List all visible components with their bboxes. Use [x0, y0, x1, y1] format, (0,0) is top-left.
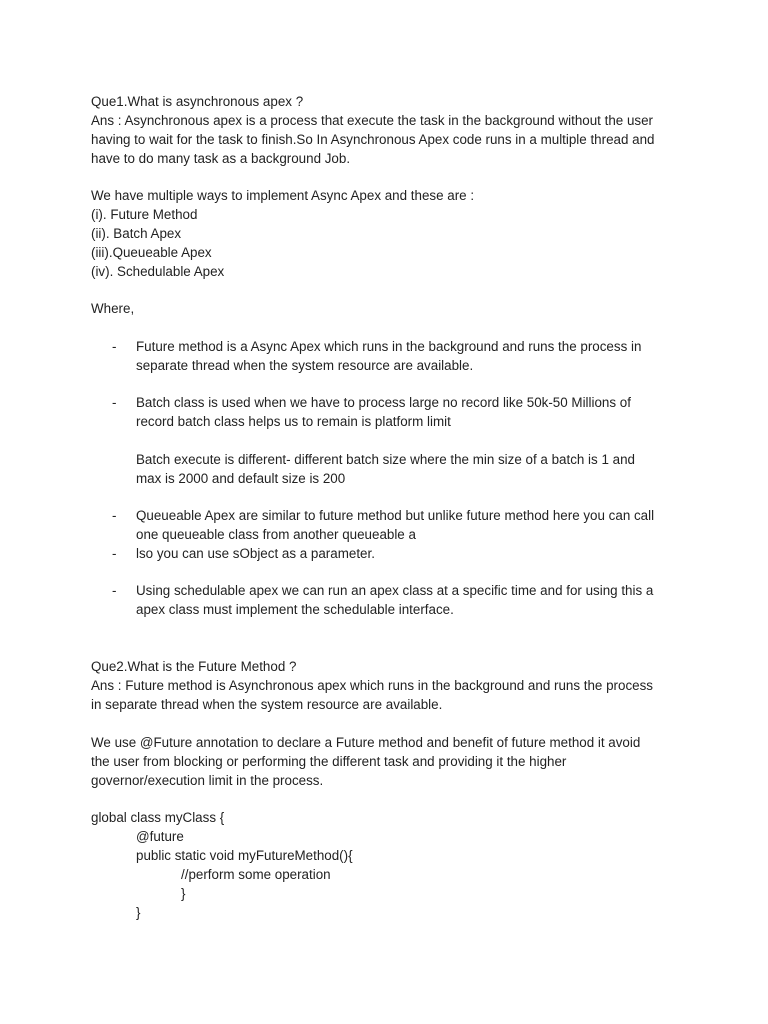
q1-where: Where, [91, 301, 135, 316]
bullet-1-line-2: separate thread when the system resource are available. [136, 358, 474, 373]
q1-question: Que1.What is asynchronous apex ? [91, 94, 304, 109]
q2-para-line-1: We use @Future annotation to declare a Future method and benefit of future method it avoid [91, 735, 641, 750]
code-line-5: } [181, 886, 186, 901]
q2-question: Que2.What is the Future Method ? [91, 659, 297, 674]
code-line-4: //perform some operation [181, 867, 331, 882]
q2-para-line-3: governor/execution limit in the process. [91, 773, 324, 788]
q1-answer-line-3: have to do many task as a background Job. [91, 151, 351, 166]
q1-way-3: (iii).Queueable Apex [91, 245, 212, 260]
bullet-marker-2: - [112, 395, 117, 410]
bullet-marker-4: - [112, 546, 117, 561]
bullet-2-extra-line-1: Batch execute is different- different batch size where the min size of a batch is 1 and [136, 452, 635, 467]
bullet-1-line-1: Future method is a Async Apex which runs in the background and runs the process in [136, 339, 642, 354]
q2-answer-line-2: in separate thread when the system resource are available. [91, 697, 443, 712]
bullet-2-extra-line-2: max is 2000 and default size is 200 [136, 471, 346, 486]
bullet-5-line-1: Using schedulable apex we can run an apex class at a specific time and for using this a [136, 583, 654, 598]
bullet-marker-5: - [112, 583, 117, 598]
q1-way-4: (iv). Schedulable Apex [91, 264, 225, 279]
q1-answer-line-2: having to wait for the task to finish.So In Asynchronous Apex code runs in a multiple thread and [91, 132, 655, 147]
q1-way-2: (ii). Batch Apex [91, 226, 182, 241]
q1-answer-line-1: Ans : Asynchronous apex is a process that execute the task in the background without the user [91, 113, 653, 128]
code-line-3: public static void myFutureMethod(){ [136, 848, 353, 863]
bullet-2-line-1: Batch class is used when we have to process large no record like 50k-50 Millions of [136, 395, 631, 410]
bullet-4-line-1: lso you can use sObject as a parameter. [136, 546, 375, 561]
q1-ways-intro: We have multiple ways to implement Async Apex and these are : [91, 188, 475, 203]
code-line-2: @future [136, 829, 184, 844]
code-line-1: global class myClass { [91, 810, 225, 825]
bullet-3-line-2: one queueable class from another queueable a [136, 527, 416, 542]
bullet-5-line-2: apex class must implement the schedulable interface. [136, 602, 454, 617]
code-line-6: } [136, 905, 141, 920]
bullet-marker-1: - [112, 339, 117, 354]
bullet-3-line-1: Queueable Apex are similar to future method but unlike future method here you can call [136, 508, 655, 523]
q2-answer-line-1: Ans : Future method is Asynchronous apex which runs in the background and runs the process [91, 678, 653, 693]
bullet-2-line-2: record batch class helps us to remain is platform limit [136, 414, 451, 429]
bullet-marker-3: - [112, 508, 117, 523]
q2-para-line-2: the user from blocking or performing the different task and providing it the higher [91, 754, 567, 769]
q1-way-1: (i). Future Method [91, 207, 198, 222]
